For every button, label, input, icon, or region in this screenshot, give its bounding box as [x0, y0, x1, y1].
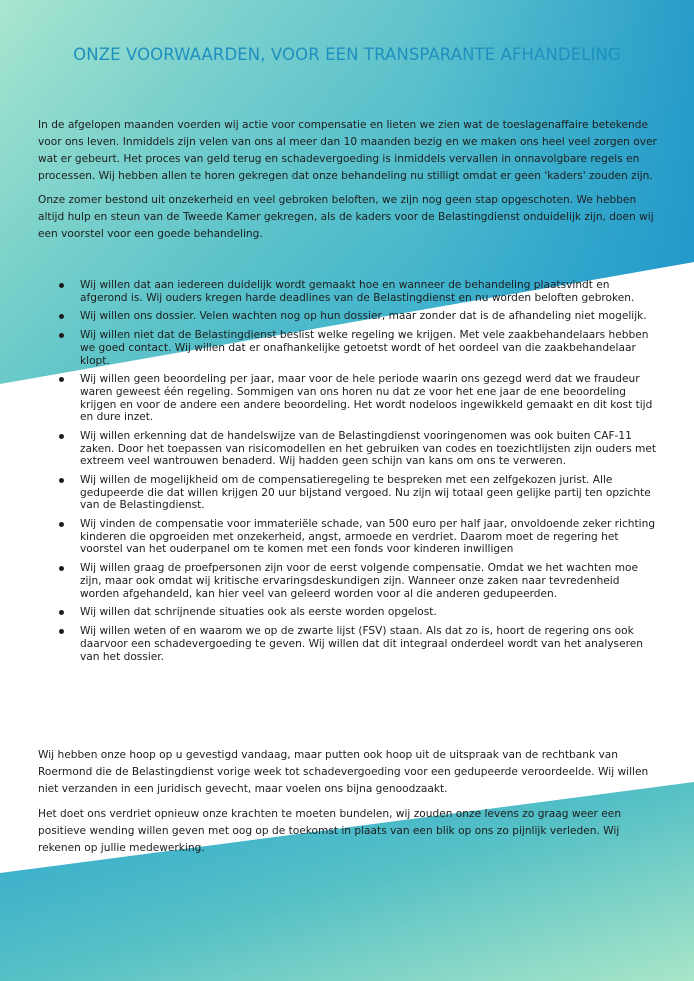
list-item: [56, 625, 659, 663]
demands-list: [56, 279, 659, 669]
intro-paragraph: Onze zomer bestond uit onzekerheid en veel gebroken beloften, we zijn nog geen stap opgeschoten. We hebben altijd hulp en steun van de Tweede Kamer gekregen, als de kaders voor de Belastingdienst onduidelijk zijn, doen wij een voorstel voor een goede behandeling.: [38, 194, 654, 240]
list-item-text: Wij willen dat aan iedereen duidelijk wordt gemaakt hoe en wanneer de behandeling plaatsvindt en afgerond is. Wij ouders kregen harde deadlines van de Belastingdienst en nu worden beloften gebroken.: [80, 279, 635, 304]
list-item: [56, 373, 659, 423]
bullet-icon: [59, 522, 64, 527]
bullet-icon: [59, 377, 64, 382]
list-item-text: Wij willen niet dat de Belastingdienst beslist welke regeling we krijgen. Met vele zaakbehandelaars hebben we goed contact. Wij willen dat er onafhankelijke getoetst wordt of het oordeel van die zaakbehandelaar klopt.: [80, 329, 649, 367]
bullet-icon: [59, 566, 64, 571]
list-item: [56, 474, 659, 512]
list-item: [56, 310, 659, 323]
list-item-text: Wij willen de mogelijkheid om de compensatieregeling te bespreken met een zelfgekozen jurist. Alle gedupeerde die dat willen krijgen 20 uur bijstand vergoed. Nu zijn wij totaal geen gelijke partij ten opzichte van de Belastingdienst.: [80, 474, 651, 512]
list-item: [56, 562, 659, 600]
list-item-text: Wij willen graag de proefpersonen zijn voor de eerst volgende compensatie. Omdat we het wachten moe zijn, maar ook omdat wij kritische ervaringsdeskundigen zijn. Wanneer onze zaken naar tevredenheid worden afgehandeld, kan hier veel van geleerd worden voor al die anderen gedupeerden.: [80, 562, 639, 600]
list-item-text: Wij willen weten of en waarom we op de zwarte lijst (FSV) staan. Als dat zo is, hoort de regering ons ook daarvoor een schadevergoeding te geven. Wij willen dat dit integraal onderdeel wordt van het analyseren van het dossier.: [80, 625, 643, 663]
bullet-icon: [59, 314, 64, 319]
document-title: ONZE VOORWAARDEN, VOOR EEN TRANSPARANTE AFHANDELING: [73, 45, 621, 64]
list-item: [56, 606, 659, 619]
list-item: [56, 430, 659, 468]
list-item-text: Wij willen ons dossier. Velen wachten nog op hun dossier, maar zonder dat is de afhandeling niet mogelijk.: [80, 310, 647, 323]
list-item: [56, 329, 659, 367]
closing-paragraph: Het doet ons verdriet opnieuw onze krachten te moeten bundelen, wij zouden onze levens zo graag weer een positieve wending willen geven met oog op de toekomst in plaats van een blik op ons zo pijnlijk verleden. Wij rekenen op jullie medewerking.: [38, 808, 622, 854]
list-item: [56, 518, 659, 556]
bullet-icon: [59, 629, 64, 634]
intro-paragraph: In de afgelopen maanden voerden wij actie voor compensatie en lieten we zien wat de toeslagenaffaire betekende voor ons leven. Inmiddels zijn velen van ons al meer dan 10 maanden bezig en we maken ons heel veel zorgen over wat er gebeurt. Het proces van geld terug en schadevergoeding is inmiddels vervallen in onnavolgbare regels en processen. Wij hebben allen te horen gekregen dat onze behandeling nu stilligt omdat er geen 'kaders' zouden zijn.: [38, 119, 657, 182]
list-item-text: Wij vinden de compensatie voor immateriële schade, van 500 euro per half jaar, onvoldoende zeker richting kinderen die opgroeiden met onzekerheid, angst, armoede en verdriet. Daarom moet de regering het voorstel van het ouderpanel om te komen met een fonds voor kinderen inwilligen: [80, 518, 656, 556]
closing-paragraph: Wij hebben onze hoop op u gevestigd vandaag, maar putten ook hoop uit de uitspraak van de rechtbank van Roermond die de Belastingdienst vorige week tot schadevergoeding voor een gedupeerde veroordeelde. Wij willen niet verzanden in een juridisch gevecht, maar voelen ons bijna genoodzaakt.: [38, 749, 649, 795]
list-item-text: Wij willen dat schrijnende situaties ook als eerste worden opgelost.: [80, 606, 437, 619]
list-item-text: Wij willen geen beoordeling per jaar, maar voor de hele periode waarin ons gezegd werd dat we fraudeur waren geweest één regeling. Sommigen van ons horen nu dat ze voor het ene jaar de ene beoordeling krijgen en voor de andere een andere beoordeling. Het wordt nodeloos ingewikkeld gemaakt en dit kost tijd en dure inzet.: [80, 373, 653, 424]
bullet-icon: [59, 434, 64, 439]
bullet-icon: [59, 283, 64, 288]
list-item: [56, 279, 659, 304]
bullet-icon: [59, 333, 64, 338]
list-item-text: Wij willen erkenning dat de handelswijze van de Belastingdienst vooringenomen was ook buiten CAF-11 zaken. Door het toepassen van risicomodellen en het gebruiken van codes en toezichtlijsten zijn ouders met extreem veel wantrouwen benaderd. Wij hadden geen schijn van kans om ons te verweren.: [80, 430, 657, 468]
bullet-icon: [59, 478, 64, 483]
bullet-icon: [59, 610, 64, 615]
